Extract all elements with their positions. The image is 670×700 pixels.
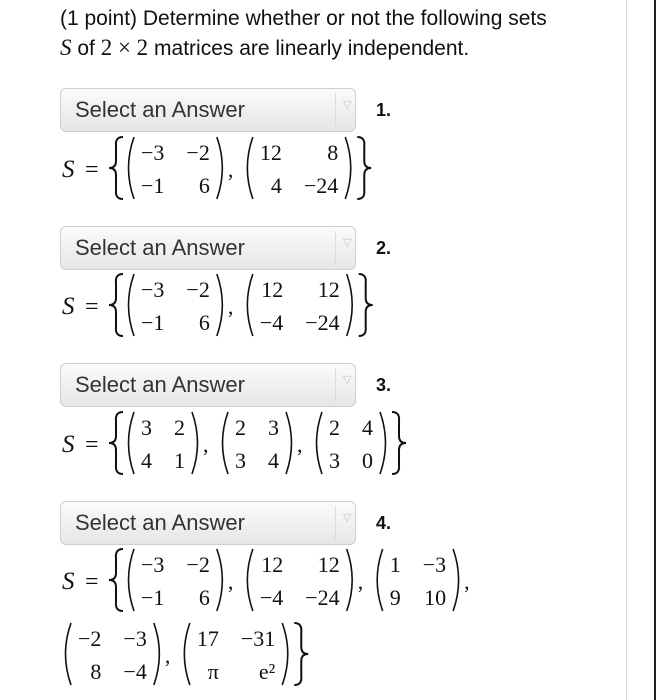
matrix-entry: −31 — [240, 626, 276, 651]
select-value: Select an Answer — [75, 510, 245, 535]
right-brace — [359, 274, 373, 336]
window-edge — [654, 0, 656, 700]
matrix-entry: −3 — [141, 552, 165, 577]
right-paren — [380, 412, 386, 474]
chevron-down-icon: ▽ — [343, 99, 352, 111]
problem-number-2: 2. — [376, 238, 392, 258]
matrix-entry: 12 — [317, 277, 340, 302]
matrix-entry: −2 — [186, 140, 210, 165]
word-of: of — [77, 37, 95, 60]
chevron-down-icon: ▽ — [343, 237, 352, 249]
matrix-entry: −3 — [123, 626, 147, 651]
set-label-s: S — [62, 431, 75, 458]
matrix-entry: 4 — [141, 448, 152, 473]
comma: , — [227, 569, 234, 594]
matrix-entry: −2 — [78, 626, 102, 651]
question-line-2-rest: matrices are linearly independent. — [154, 37, 470, 60]
matrix-entry: 12 — [261, 277, 284, 302]
select-value: Select an Answer — [75, 372, 245, 397]
matrix-entry: −4 — [259, 310, 284, 335]
matrix-entry: −3 — [141, 277, 165, 302]
left-paren — [66, 623, 72, 685]
equals-sign: = — [85, 294, 99, 320]
right-paren — [154, 623, 160, 685]
left-paren — [377, 549, 383, 611]
left-paren — [184, 623, 190, 685]
dimension: 2 × 2 — [100, 35, 149, 60]
comma: , — [464, 569, 470, 594]
comma: , — [357, 569, 364, 594]
answer-select-4[interactable] — [60, 501, 356, 545]
matrix-entry: 3 — [329, 448, 340, 473]
left-paren — [223, 412, 229, 474]
matrix-entry: 2 — [174, 415, 185, 440]
matrix-entry: 3 — [141, 415, 152, 440]
matrix-entry: 10 — [424, 585, 447, 610]
matrix-entry: 4 — [270, 173, 282, 198]
left-paren — [247, 274, 253, 336]
matrix-set-4 — [0, 545, 620, 690]
matrix-entry: 17 — [196, 626, 219, 651]
matrix-entry: −1 — [141, 585, 165, 610]
equals-sign: = — [85, 432, 99, 458]
matrix-entry: −4 — [259, 585, 284, 610]
equals-sign: = — [85, 569, 99, 595]
equals-sign: = — [85, 157, 99, 183]
chevron-down-icon: ▽ — [343, 374, 352, 386]
matrix-set-3 — [0, 408, 620, 478]
matrix-entry: 8 — [327, 140, 339, 165]
matrix-entry: 3 — [235, 448, 246, 473]
right-paren — [347, 549, 353, 611]
right-paren — [345, 137, 351, 199]
right-paren — [217, 137, 223, 199]
right-paren — [453, 549, 459, 611]
matrix-entry: −3 — [422, 552, 447, 577]
var-s: S — [60, 35, 72, 60]
right-paren — [217, 549, 223, 611]
matrix-entry: 8 — [90, 659, 102, 684]
right-brace — [357, 137, 371, 199]
problem-number-4: 4. — [376, 513, 392, 533]
matrix-entry: 1 — [174, 448, 185, 473]
matrix-entry: 3 — [268, 415, 279, 440]
left-paren — [247, 137, 253, 199]
comma: , — [164, 643, 171, 668]
left-paren — [129, 549, 135, 611]
left-paren — [129, 412, 135, 474]
left-brace — [109, 549, 123, 611]
matrix-entry: 4 — [268, 448, 279, 473]
matrix-entry: 6 — [198, 310, 210, 335]
matrix-entry: −24 — [303, 173, 339, 198]
matrix-entry: e² — [258, 659, 276, 684]
right-brace — [392, 412, 406, 474]
set-label-s: S — [62, 156, 75, 183]
comma: , — [227, 294, 234, 319]
matrix-entry: 12 — [259, 140, 282, 165]
matrix-entry: −24 — [305, 585, 340, 610]
matrix-entry: 9 — [389, 585, 401, 610]
comma: , — [297, 432, 303, 457]
left-paren — [129, 137, 135, 199]
matrix-set-2 — [0, 270, 620, 340]
select-value: Select an Answer — [75, 235, 245, 260]
matrix-entry: π — [207, 659, 219, 684]
left-paren — [129, 274, 135, 336]
chevron-down-icon: ▽ — [343, 512, 352, 524]
matrix-entry: 12 — [317, 552, 340, 577]
matrix-entry: 6 — [198, 173, 210, 198]
answer-select-3[interactable] — [60, 363, 356, 407]
matrix-entry: −1 — [141, 310, 165, 335]
set-label-s: S — [62, 293, 75, 320]
question-text — [60, 4, 620, 63]
right-paren — [286, 412, 292, 474]
matrix-entry: 4 — [362, 415, 373, 440]
matrix-entry: 12 — [261, 552, 284, 577]
left-brace — [109, 412, 123, 474]
matrix-entry: −1 — [141, 173, 165, 198]
matrix-entry: −24 — [305, 310, 340, 335]
right-brace — [294, 623, 308, 685]
matrix-entry: −3 — [141, 140, 165, 165]
matrix-entry: −2 — [186, 552, 210, 577]
matrix-entry: 2 — [235, 415, 246, 440]
problem-number-3: 3. — [376, 375, 392, 395]
left-paren — [247, 549, 253, 611]
matrix-entry: −4 — [123, 659, 147, 684]
matrix-entry: 0 — [362, 448, 373, 473]
answer-select-2[interactable] — [60, 226, 356, 270]
matrix-entry: 1 — [389, 552, 401, 577]
set-label-s: S — [62, 568, 75, 595]
matrix-entry: −2 — [186, 277, 210, 302]
right-paren — [347, 274, 353, 336]
question-line-1: (1 point) Determine whether or not the following sets — [60, 7, 547, 30]
comma: , — [203, 432, 209, 457]
matrix-entry: 2 — [329, 415, 340, 440]
right-paren — [217, 274, 223, 336]
right-paren — [282, 623, 288, 685]
answer-select-1[interactable] — [60, 88, 356, 132]
question-line-2 — [60, 33, 620, 63]
select-value: Select an Answer — [75, 97, 245, 122]
problem-number-1: 1. — [376, 100, 392, 120]
matrix-set-1 — [0, 133, 620, 203]
comma: , — [227, 157, 234, 182]
matrix-entry: 6 — [198, 585, 210, 610]
right-paren — [192, 412, 198, 474]
left-brace — [109, 274, 123, 336]
left-brace — [109, 137, 123, 199]
left-paren — [317, 412, 323, 474]
